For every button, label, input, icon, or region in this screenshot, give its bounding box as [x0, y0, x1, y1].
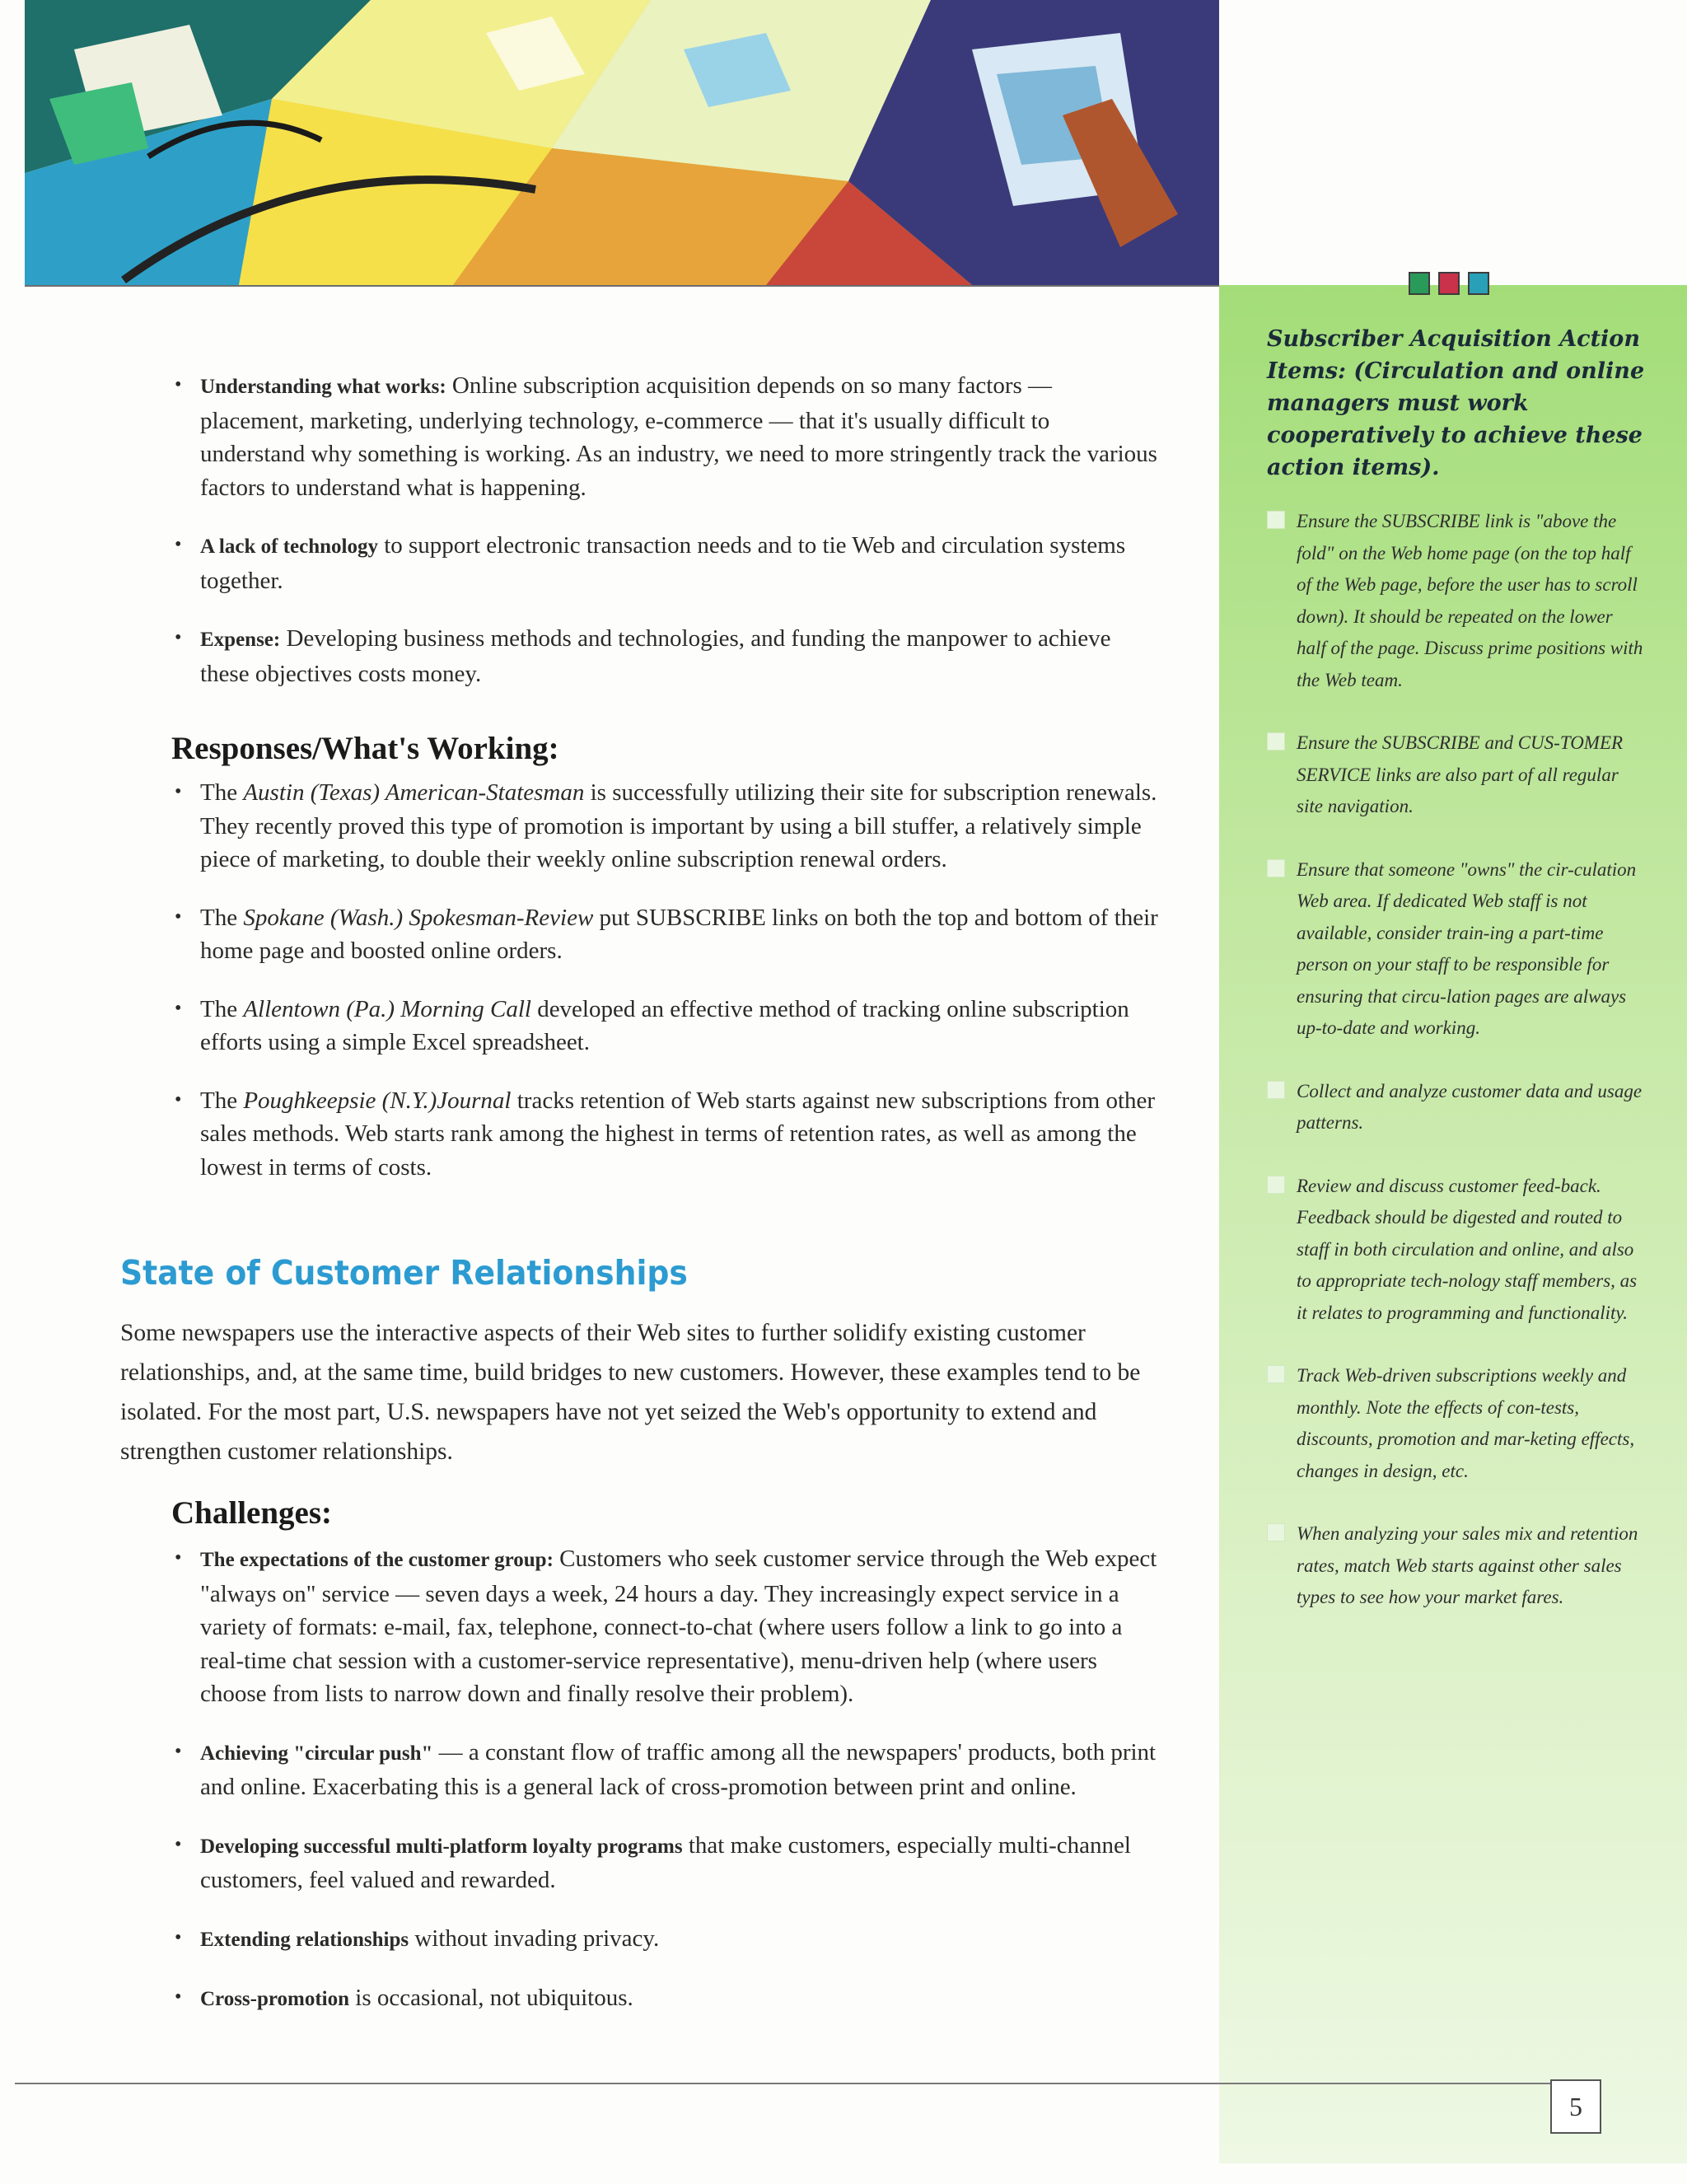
list-item: • Achieving "circular push" — a constant flow of traffic among all the newspapers' products, both print and online. Exacerbating this is a general lack of cross-promotion between print and online.: [171, 1736, 1160, 1804]
action-item: Review and discuss customer feed-back. Feedback should be digested and routed to staff in both circulation and online, and also to appropriate tech-nology staff members, as it relates to programming and functionality.: [1267, 1171, 1646, 1330]
list-item: • Extending relationships without invading privacy.: [171, 1922, 1160, 1957]
action-item: Ensure the SUBSCRIBE link is "above the fold" on the Web home page (on the top half of the Web page, before the user has to scroll down). It should be repeated on the lower half of the page. Discuss prime positions with the Web team.: [1267, 506, 1646, 696]
swatch-red: [1438, 272, 1460, 295]
bottom-rule: [15, 2083, 1557, 2084]
challenges-heading: Challenges:: [171, 1495, 332, 1531]
checkbox-icon: [1267, 732, 1285, 751]
list-item: • The Spokane (Wash.) Spokesman-Review put SUBSCRIBE links on both the top and bottom of their home page and boosted online orders.: [171, 901, 1160, 968]
list-item: • Understanding what works: Online subscription acquisition depends on so many factors — placement, marketing, underlying technology, e-commerce — that it's usually difficult to understand why something is working. As an industry, we need to more stringently track the various factors to understand what is happening.: [171, 369, 1160, 504]
action-item: Ensure that someone "owns" the cir-culation Web area. If dedicated Web staff is not available, consider train-ing a part-time person on your staff to be responsible for ensuring that circu-lation pages are always up-to-date and working.: [1267, 854, 1646, 1045]
action-item: Ensure the SUBSCRIBE and CUS-TOMER SERVICE links are also part of all regular site navigation.: [1267, 727, 1646, 823]
list-item: • The Austin (Texas) American-Statesman is successfully utilizing their site for subscription renewals. They recently proved this type of promotion is important by using a bill stuffer, a relatively simple piece of marketing, to double their weekly online subscription renewal orders.: [171, 776, 1160, 877]
barriers-list: [171, 369, 1160, 690]
header-illustration: [25, 0, 1219, 285]
list-item: • The Allentown (Pa.) Morning Call developed an effective method of tracking online subscription efforts using a simple Excel spreadsheet.: [171, 993, 1160, 1059]
list-item: • Expense: Developing business methods and technologies, and funding the manpower to achieve these objectives costs money.: [171, 622, 1160, 690]
checkbox-icon: [1267, 1365, 1285, 1383]
action-items-list: [1267, 506, 1646, 1645]
list-item: • A lack of technology to support electronic transaction needs and to tie Web and circulation systems together.: [171, 529, 1160, 597]
checkbox-icon: [1267, 511, 1285, 529]
action-item: Collect and analyze customer data and usage patterns.: [1267, 1076, 1646, 1139]
page-number: 5: [1550, 2079, 1601, 2134]
checkbox-icon: [1267, 859, 1285, 877]
list-item: • The expectations of the customer group: Customers who seek customer service through the Web expect "always on" service — seven days a week, 24 hours a day. They increasingly expect service in a variety of formats: e-mail, fax, telephone, connect-to-chat (where users follow a link to go into a real-time chat session with a customer-service representative), menu-driven help (where users choose from lists to narrow down and finally resolve their problem).: [171, 1542, 1160, 1711]
action-item: When analyzing your sales mix and retention rates, match Web starts against other sales types to see how your market fares.: [1267, 1518, 1646, 1614]
checkbox-icon: [1267, 1523, 1285, 1541]
responses-heading: Responses/What's Working:: [171, 731, 559, 766]
swatch-teal: [1468, 272, 1489, 295]
checkbox-icon: [1267, 1081, 1285, 1099]
sidebar-heading: Subscriber Acquisition Action Items: (Circulation and online managers must work cooperatively to achieve these action items).: [1267, 326, 1645, 480]
action-item: Track Web-driven subscriptions weekly and monthly. Note the effects of con-tests, discounts, promotion and mar-keting effects, changes in design, etc.: [1267, 1360, 1646, 1487]
list-item: • The Poughkeepsie (N.Y.)Journal tracks retention of Web starts against new subscriptions from other sales methods. Web starts rank among the highest in terms of retention rates, as well as among the lowest in terms of costs.: [171, 1084, 1160, 1185]
responses-list: [171, 776, 1160, 1184]
section-intro: Some newspapers use the interactive aspects of their Web sites to further solidify existing customer relationships, and, at the same time, build bridges to new customers. However, these examples tend to be isolated. For the most part, U.S. newspapers have not yet seized the Web's opportunity to extend and strengthen customer relationships.: [120, 1320, 1141, 1465]
color-swatches: [1409, 272, 1489, 297]
checkbox-icon: [1267, 1176, 1285, 1194]
list-item: • Developing successful multi-platform loyalty programs that make customers, especially multi-channel customers, feel valued and rewarded.: [171, 1829, 1160, 1897]
swatch-green: [1409, 272, 1430, 295]
list-item: • Cross-promotion is occasional, not ubiquitous.: [171, 1981, 1160, 2017]
challenges-list: [171, 1542, 1160, 2017]
section-title: State of Customer Relationships: [120, 1253, 688, 1293]
